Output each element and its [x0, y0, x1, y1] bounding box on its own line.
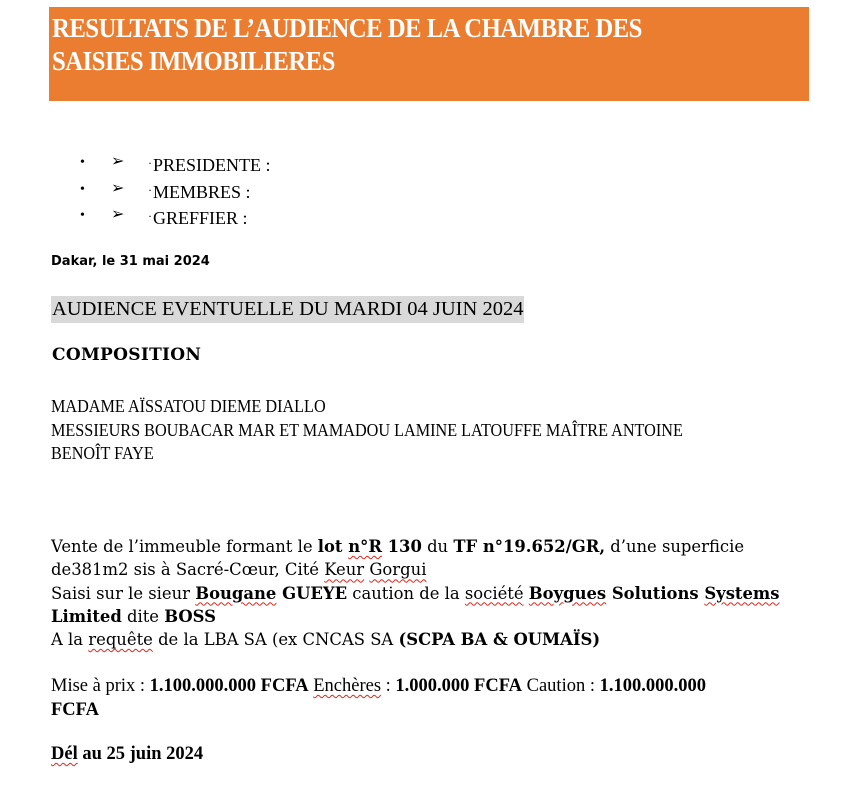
deliberation-abbrev: Dél: [51, 744, 78, 764]
bullet-icon: •: [80, 181, 85, 197]
sale-line-2: [51, 558, 821, 581]
caution-currency: FCFA: [51, 699, 99, 720]
price-line: [51, 699, 831, 723]
encheres-label: Enchères: [313, 676, 382, 696]
member-line: MADAME AÏSSATOU DIEME DIALLO: [51, 396, 326, 416]
lot-number-prefix: n°R: [348, 537, 382, 556]
mise-a-prix-label: Mise à prix :: [51, 676, 150, 696]
text: :: [381, 676, 396, 696]
encheres-value: 1.000.000 FCFA: [395, 676, 522, 696]
deliberation-date: au 25 juin 2024: [77, 744, 204, 764]
bullet-icon: •: [80, 208, 85, 223]
dot-icon: ·: [148, 156, 152, 170]
debtor-first-name: Bougane: [195, 583, 277, 603]
bullet-icon: •: [80, 155, 85, 170]
role-label: [148, 203, 248, 232]
deliberation-line: [51, 744, 203, 765]
text: d’une superficie: [605, 537, 745, 556]
text: dite: [121, 606, 165, 626]
role-label: [148, 177, 251, 206]
caution-value: 1.100.000.000: [599, 676, 706, 696]
text: Saisi sur le sieur: [51, 583, 196, 603]
price-block: [51, 675, 831, 722]
text: de381m2 sis à Sacré-Cœur, Cité: [51, 560, 325, 580]
company-name-part: Solutions: [606, 583, 705, 603]
spellcheck-word: requête: [88, 630, 153, 650]
company-name-part: Systems: [704, 583, 780, 603]
banner-title-line-2: SAISIES IMMOBILIERES: [52, 45, 335, 76]
lot-number: 130: [381, 537, 422, 556]
arrow-icon: ➢: [111, 206, 125, 223]
title-foncier: TF n°19.652/GR,: [453, 537, 606, 556]
lawyers: (SCPA BA & OUMAÏS): [398, 630, 601, 650]
lot-label: lot: [317, 537, 349, 556]
role-label-text: PRESIDENTE :: [153, 155, 271, 175]
title-banner: [49, 7, 809, 101]
sale-line-4: [51, 605, 821, 628]
banner-title-line-1: RESULTATS DE L’AUDIENCE DE LA CHAMBRE DES: [52, 12, 642, 43]
composition-members: [51, 395, 811, 466]
spellcheck-word: société: [464, 583, 524, 603]
dot-icon: ·: [148, 182, 152, 197]
company-acronym: BOSS: [164, 606, 216, 626]
text: caution de la: [347, 583, 465, 603]
sale-description: [51, 535, 821, 651]
text: du: [421, 537, 454, 556]
member-line: BENOÎT FAYE: [51, 443, 154, 463]
text: de la LBA SA (ex CNCAS SA: [152, 630, 399, 650]
text: Vente de l’immeuble formant le: [51, 537, 318, 556]
sale-line-1: [51, 535, 821, 558]
mise-a-prix-value: 1.100.000.000 FCFA: [149, 676, 309, 696]
caution-label: Caution :: [522, 676, 600, 696]
sale-line-5: [51, 628, 821, 651]
role-label-text: GREFFIER :: [153, 208, 248, 228]
date-line: Dakar, le 31 mai 2024: [51, 254, 210, 269]
member-line: MESSIEURS BOUBACAR MAR ET MAMADOU LAMINE LATOUFFE MAÎTRE ANTOINE: [51, 419, 683, 440]
company-name-part: Boygues: [528, 583, 607, 603]
text: A la: [51, 630, 89, 650]
role-label-text: MEMBRES :: [153, 181, 251, 202]
audience-heading: AUDIENCE EVENTUELLE DU MARDI 04 JUIN 2024: [51, 296, 524, 323]
company-name-part: Limited: [51, 606, 122, 626]
debtor-last-name: GUEYE: [276, 583, 348, 603]
role-label: [148, 150, 271, 179]
arrow-icon: ➢: [111, 153, 125, 170]
arrow-icon: ➢: [111, 179, 125, 197]
sale-line-3: [51, 582, 821, 605]
price-line: [51, 675, 831, 699]
composition-heading: COMPOSITION: [52, 345, 202, 365]
dot-icon: ·: [148, 209, 152, 223]
spellcheck-word: Gorgui: [369, 560, 427, 580]
spellcheck-word: Keur: [324, 560, 365, 580]
